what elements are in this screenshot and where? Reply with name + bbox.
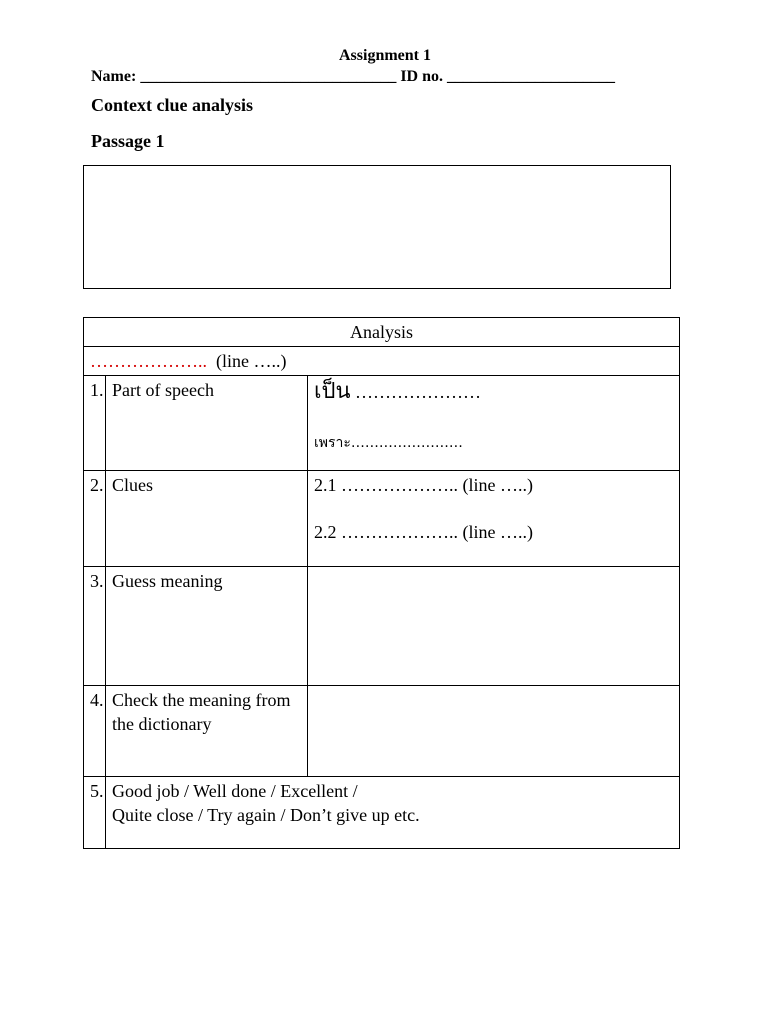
id-blank[interactable]: _____________________ — [447, 68, 615, 85]
table-row — [84, 347, 680, 376]
feedback-line-2: Quite close / Try again / Don’t give up etc. — [112, 805, 420, 825]
word-line-cell[interactable] — [84, 347, 680, 376]
row-number: 4. — [84, 686, 106, 777]
dictionary-meaning-answer[interactable] — [308, 686, 680, 777]
part-of-speech-answer[interactable] — [308, 376, 680, 471]
row-label: Clues — [106, 471, 308, 567]
word-line-ref: (line …..) — [216, 351, 287, 371]
feedback-cell[interactable] — [106, 777, 680, 849]
row-label: Check the meaning from the dictionary — [106, 686, 308, 777]
row-number: 1. — [84, 376, 106, 471]
section-title: Context clue analysis — [91, 95, 253, 115]
name-label: Name: — [91, 68, 137, 85]
name-blank[interactable]: ________________________________ — [140, 68, 397, 85]
thai-pen: เป็น — [314, 379, 351, 404]
row-number: 3. — [84, 567, 106, 686]
assignment-title: Assignment 1 — [338, 47, 431, 64]
passage-title: Passage 1 — [91, 131, 165, 151]
analysis-table — [83, 317, 680, 849]
table-row — [84, 376, 680, 471]
clue-2-2: 2.2 ……………….. (line …..) — [314, 522, 533, 542]
table-row — [84, 471, 680, 567]
phro-dots: …………………… — [350, 435, 463, 451]
feedback-line-1: Good job / Well done / Excellent / — [112, 781, 358, 801]
clues-answer[interactable] — [308, 471, 680, 567]
row-label: Part of speech — [106, 376, 308, 471]
table-row — [84, 567, 680, 686]
thai-phro: เพราะ — [314, 435, 351, 451]
clue-2-1: 2.1 ……………….. (line …..) — [314, 475, 533, 495]
row-label: Guess meaning — [106, 567, 308, 686]
table-row — [84, 318, 680, 347]
passage-box[interactable] — [83, 165, 671, 289]
row-number: 2. — [84, 471, 106, 567]
id-label: ID no. — [400, 68, 443, 85]
table-row — [84, 777, 680, 849]
row-number: 5. — [84, 777, 106, 849]
word-dots: ……………….. — [90, 351, 207, 371]
name-id-line — [91, 68, 615, 86]
guess-meaning-answer[interactable] — [308, 567, 680, 686]
analysis-heading: Analysis — [84, 318, 680, 347]
pen-dots: ………………… — [355, 382, 482, 402]
table-row — [84, 686, 680, 777]
